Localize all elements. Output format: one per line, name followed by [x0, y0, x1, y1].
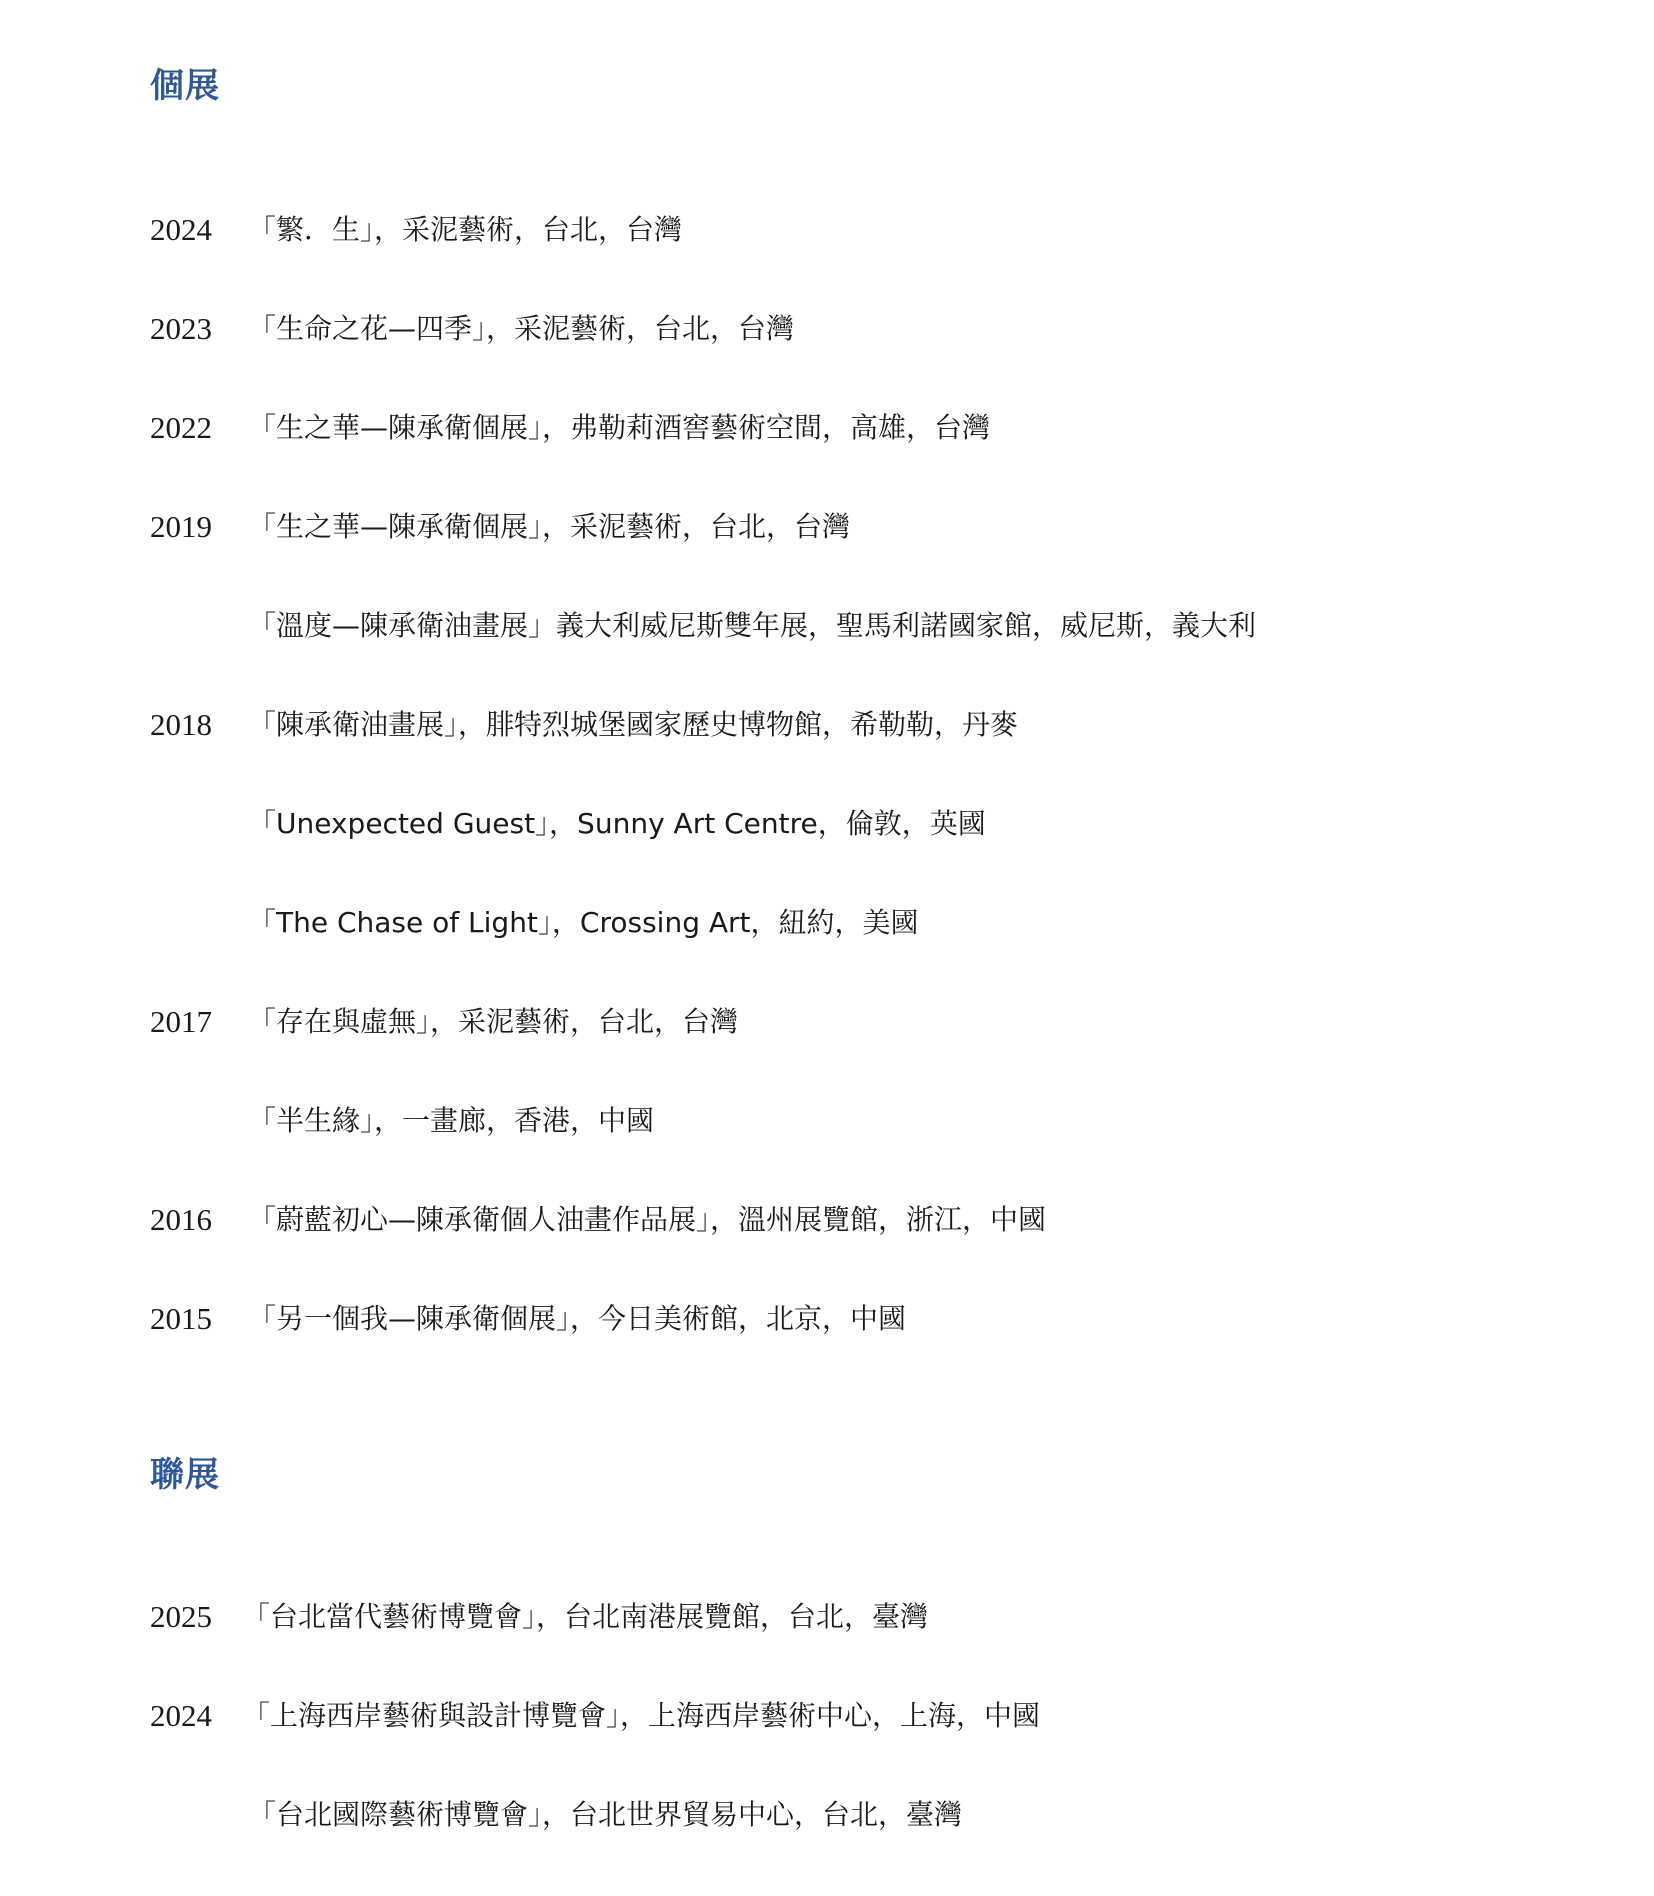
- entry-text: 「生命之花—四季」，采泥藝術，台北，台灣: [248, 312, 795, 345]
- entry-year: 2015: [150, 1301, 212, 1336]
- entry-text: 「台北當代藝術博覽會」，台北南港展覽館，台北，臺灣: [242, 1600, 929, 1633]
- entry-year: 2024: [150, 1698, 212, 1733]
- entry-year: 2023: [150, 311, 212, 346]
- entry-year: 2024: [150, 212, 212, 247]
- solo-exhibitions-title: 個展: [150, 66, 220, 106]
- entry-text: 「生之華—陳承衛個展」，采泥藝術，台北，台灣: [248, 510, 851, 543]
- entry-text: 「Unexpected Guest」，Sunny Art Centre，倫敦，英國: [248, 807, 986, 840]
- entry-text: 「繁．生」，采泥藝術，台北，台灣: [248, 213, 683, 246]
- entry-text: 「台北國際藝術博覽會」，台北世界貿易中心，台北，臺灣: [248, 1798, 963, 1831]
- entry-text: 「陳承衛油畫展」，腓特烈城堡國家歷史博物館，希勒勒，丹麥: [248, 708, 1019, 741]
- joint-exhibitions-title: 聯展: [150, 1455, 220, 1495]
- entry-text: 「溫度—陳承衛油畫展」義大利威尼斯雙年展，聖馬利諾國家館，威尼斯，義大利: [248, 609, 1257, 642]
- entry-year: 2018: [150, 707, 212, 742]
- entry-year: 2017: [150, 1004, 212, 1039]
- entry-text: 「另一個我—陳承衛個展」，今日美術館，北京，中國: [248, 1302, 907, 1335]
- entry-text: 「上海西岸藝術與設計博覽會」，上海西岸藝術中心，上海，中國: [242, 1699, 1041, 1732]
- entry-text: 「蔚藍初心—陳承衛個人油畫作品展」，溫州展覽館，浙江，中國: [248, 1203, 1047, 1236]
- entry-text: 「存在與虛無」，采泥藝術，台北，台灣: [248, 1005, 739, 1038]
- entry-year: 2019: [150, 509, 212, 544]
- entry-year: 2022: [150, 410, 212, 445]
- entry-year: 2025: [150, 1599, 212, 1634]
- entry-year: 2016: [150, 1202, 212, 1237]
- entry-text: 「生之華—陳承衛個展」，弗勒莉酒窖藝術空間，高雄，台灣: [248, 411, 991, 444]
- entry-text: 「半生緣」，一畫廊，香港，中國: [248, 1104, 655, 1137]
- entry-text: 「The Chase of Light」，Crossing Art，紐約，美國: [248, 906, 919, 939]
